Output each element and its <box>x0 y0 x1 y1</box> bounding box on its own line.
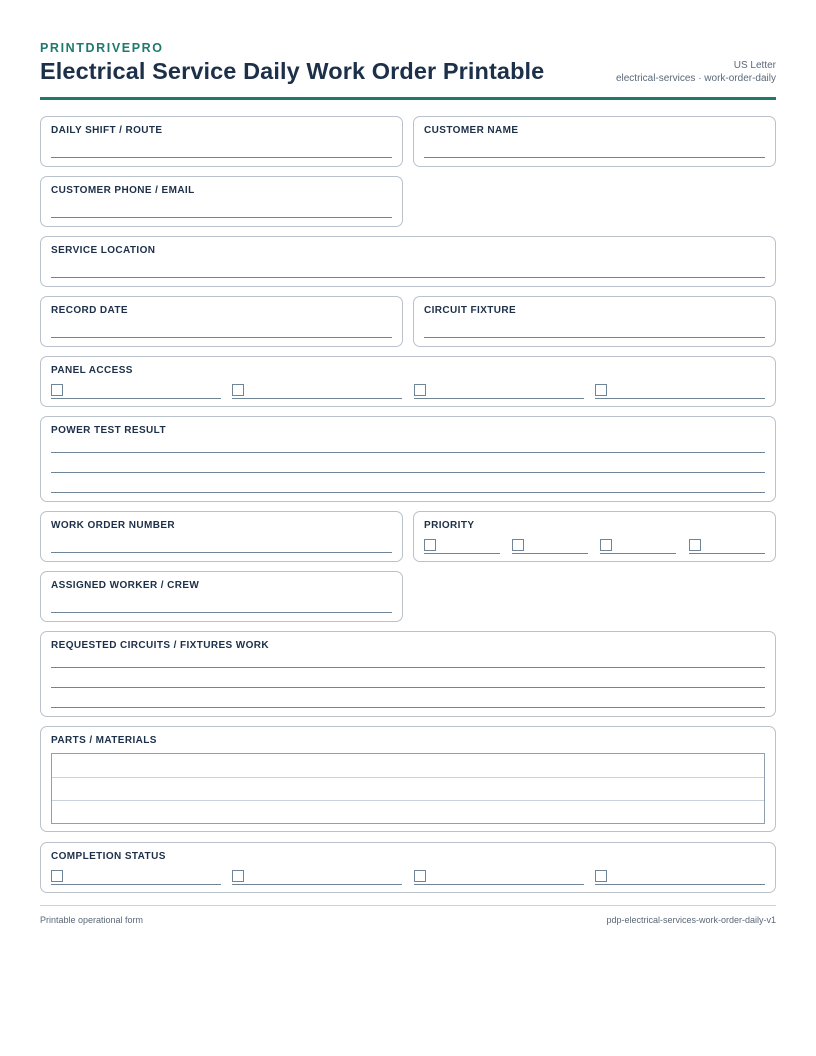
customer-phone-email-field <box>40 176 403 227</box>
power-test-result-label: POWER TEST RESULT <box>51 425 166 436</box>
parts-materials-label: PARTS / MATERIALS <box>51 735 157 746</box>
requested-work-label: REQUESTED CIRCUITS / FIXTURES WORK <box>51 640 270 651</box>
completion-status-label: COMPLETION STATUS <box>51 851 166 862</box>
requested-work-line-3[interactable] <box>51 707 765 708</box>
record-date-label: RECORD DATE <box>51 305 128 316</box>
circuit-fixture-label: CIRCUIT FIXTURE <box>424 305 517 316</box>
priority-option-1 <box>424 538 500 554</box>
completion-status-option-4 <box>595 869 765 885</box>
checkbox[interactable] <box>512 539 524 551</box>
checkbox[interactable] <box>595 870 607 882</box>
record-date-field <box>40 296 403 347</box>
work-order-number-label: WORK ORDER NUMBER <box>51 520 176 531</box>
completion-status-field <box>40 842 776 893</box>
panel-access-field <box>40 356 776 407</box>
work-order-number-field <box>40 511 403 562</box>
assigned-worker-crew-label: ASSIGNED WORKER / CREW <box>51 580 200 591</box>
power-test-result-line-3[interactable] <box>51 492 765 493</box>
requested-work-line-1[interactable] <box>51 667 765 668</box>
daily-shift-route-label: DAILY SHIFT / ROUTE <box>51 125 163 136</box>
footer-form-id: pdp-electrical-services-work-order-daily-v1 <box>606 915 776 925</box>
power-test-result-line-1[interactable] <box>51 452 765 453</box>
checkbox[interactable] <box>232 870 244 882</box>
work-order-number-input-line[interactable] <box>51 552 392 553</box>
requested-work-line-2[interactable] <box>51 687 765 688</box>
requested-work-field <box>40 631 776 717</box>
power-test-result-line-2[interactable] <box>51 472 765 473</box>
panel-access-options <box>51 383 765 399</box>
table-row-divider <box>52 777 764 778</box>
panel-access-label: PANEL ACCESS <box>51 365 133 376</box>
completion-status-option-3 <box>414 869 584 885</box>
daily-shift-route-field <box>40 116 403 167</box>
checkbox[interactable] <box>689 539 701 551</box>
priority-label: PRIORITY <box>424 520 475 531</box>
customer-name-input-line[interactable] <box>424 157 765 158</box>
customer-name-field <box>413 116 776 167</box>
service-location-input-line[interactable] <box>51 277 765 278</box>
power-test-result-field <box>40 416 776 502</box>
priority-option-4 <box>689 538 765 554</box>
completion-status-option-1 <box>51 869 221 885</box>
priority-field <box>413 511 776 562</box>
checkbox[interactable] <box>414 384 426 396</box>
customer-phone-email-label: CUSTOMER PHONE / EMAIL <box>51 185 195 196</box>
record-date-input-line[interactable] <box>51 337 392 338</box>
checkbox[interactable] <box>51 384 63 396</box>
service-location-field <box>40 236 776 287</box>
footer-form-type: Printable operational form <box>40 915 144 925</box>
circuit-fixture-input-line[interactable] <box>424 337 765 338</box>
page-footer <box>40 905 776 925</box>
checkbox[interactable] <box>232 384 244 396</box>
parts-materials-table[interactable] <box>51 753 765 824</box>
paper-size-label: US Letter <box>733 60 776 71</box>
checkbox[interactable] <box>414 870 426 882</box>
customer-name-label: CUSTOMER NAME <box>424 125 519 136</box>
checkbox[interactable] <box>51 870 63 882</box>
checkbox[interactable] <box>595 384 607 396</box>
customer-phone-email-input-line[interactable] <box>51 217 392 218</box>
priority-option-3 <box>600 538 676 554</box>
completion-status-options <box>51 869 765 885</box>
daily-shift-route-input-line[interactable] <box>51 157 392 158</box>
panel-access-option-1 <box>51 383 221 399</box>
service-location-label: SERVICE LOCATION <box>51 245 156 256</box>
priority-option-2 <box>512 538 588 554</box>
parts-materials-field <box>40 726 776 832</box>
document-meta <box>616 60 776 85</box>
page-header <box>40 40 776 100</box>
category-path-label: electrical-services · work-order-daily <box>615 72 776 84</box>
brand-name: PRINTDRIVEPRO <box>40 41 164 55</box>
panel-access-option-2 <box>232 383 402 399</box>
panel-access-option-4 <box>595 383 765 399</box>
completion-status-option-2 <box>232 869 402 885</box>
checkbox[interactable] <box>600 539 612 551</box>
page-title: Electrical Service Daily Work Order Printable <box>40 58 545 84</box>
circuit-fixture-field <box>413 296 776 347</box>
table-row-divider <box>52 800 764 801</box>
assigned-worker-crew-input-line[interactable] <box>51 612 392 613</box>
assigned-worker-crew-field <box>40 571 403 622</box>
panel-access-option-3 <box>414 383 584 399</box>
priority-options <box>424 538 765 554</box>
checkbox[interactable] <box>424 539 436 551</box>
